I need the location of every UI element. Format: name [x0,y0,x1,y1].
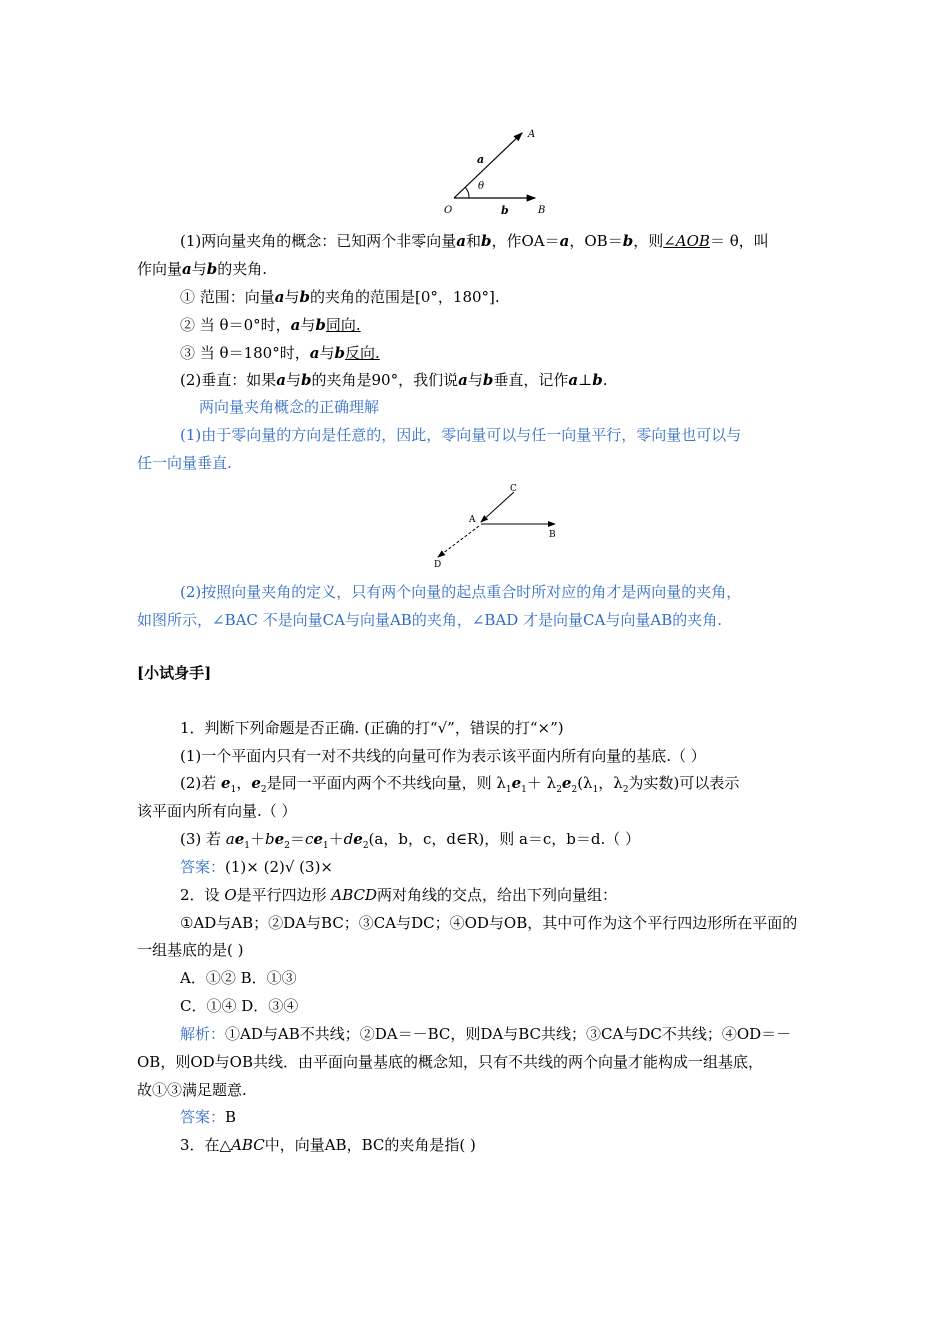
angle-arc [465,187,469,198]
q1-stem: 1．判断下列命题是否正确. (正确的打“√”，错误的打“×”) [180,719,564,737]
q3-stem [180,1135,476,1155]
sub: 1 [244,841,251,851]
sub: 2 [362,841,369,851]
text: 与 [285,371,301,389]
text: 的夹角是90°，我们说 [311,371,459,389]
sub: 2 [571,785,578,795]
text: 3．在△ [180,1136,232,1154]
vec-a: a [182,260,192,278]
label-D: D [434,560,442,570]
scalar: c [304,830,314,848]
perp-symbol: ⊥ [578,371,593,389]
answer-label: 答案： [180,1108,226,1126]
text: 作向量 [137,260,183,278]
vec-b: b [301,371,312,389]
text: 与 [467,371,483,389]
text: 垂直，记作 [493,371,569,389]
vec-e: e [221,774,231,792]
vec-b: b [206,260,218,278]
vec-a: a [309,344,320,362]
angle-aob: ∠AOB [663,232,710,250]
q1-answer [180,857,333,877]
vec-a: a [559,232,570,250]
text: (1)两向量夹角的概念：已知两个非零向量 [180,232,457,250]
text: (a，b，c，d∈R)，则 a＝c，b＝d.（ ） [368,830,641,848]
label-B: B [549,530,556,540]
answer-label: 答案： [180,858,226,876]
section-title: [小试身手] [137,664,212,682]
label-A: A [469,515,476,525]
text: 的夹角. [217,260,268,278]
text: 中，向量AB，BC的夹角是指( ) [264,1136,476,1154]
parallelogram-name: ABCD [331,886,378,904]
text: 2．设 [180,886,225,904]
text: ，OB＝ [569,232,623,250]
text: 与 [319,344,335,362]
text: 与 [300,316,316,334]
vec-a: a [276,371,286,389]
q2-answer [180,1107,236,1127]
concept-line-2 [137,259,267,279]
vec-e: e [353,830,363,848]
q2-analysis-line1 [180,1024,791,1044]
sub: 1 [230,785,237,795]
perpendicular-line [180,370,607,390]
vec-b: b [299,288,311,306]
vec-e: e [313,830,323,848]
vec-a: a [456,232,466,250]
q1-item3 [180,829,640,856]
scalar: a [225,830,235,848]
vec-a: a [290,316,301,334]
sub: 2 [260,785,267,795]
analysis-label: 解析： [180,1025,226,1043]
q1-item2-line1 [180,773,739,800]
vec-b: b [622,232,634,250]
q1-item2-line2: 该平面内所有向量.（ ） [137,802,297,820]
scalar: d [343,830,354,848]
answer-opposite: 反向. [344,344,380,362]
text: ＋ [328,830,344,848]
vec-e: e [561,774,572,792]
range-line [180,287,500,307]
note-p2-line1: (2)按照向量夹角的定义，只有两个向量的起点重合时所对应的角才是两向量的夹角， [180,583,742,601]
text: ， [236,774,252,792]
label-A: A [528,129,536,140]
label-b: b [501,204,509,217]
text: ＋ [250,830,266,848]
sub: 1 [322,841,329,851]
sub: 1 [505,785,512,795]
vec-a: a [458,371,468,389]
label-a: a [477,153,485,166]
text: ①AD与AB不共线；②DA＝－BC，则DA与BC共线；③CA与DC不共线；④OD＝－ [225,1025,792,1043]
opposite-direction-line [180,343,380,363]
q2-stem [180,885,617,905]
sub: 2 [556,785,562,795]
text: 是平行四边形 [236,886,332,904]
text: ＝ [289,830,305,848]
text: ，λ [598,774,623,792]
vec-a: a [568,371,579,389]
label-O: O [444,205,453,216]
note-title: 两向量夹角概念的正确理解 [199,398,380,416]
q2-analysis-line3: 故①③满足题意. [137,1081,247,1099]
text: . [602,371,608,389]
text: (2)垂直：如果 [180,371,277,389]
answer-text: B [225,1108,237,1126]
text: 的夹角的范围是[0°，180°]. [310,288,500,306]
vec-e: e [251,774,261,792]
text: 与 [191,260,207,278]
vec-e: e [511,774,522,792]
answer-same: 同向. [325,316,361,334]
vector-angle-figure [432,125,567,220]
vec-b: b [482,371,494,389]
text: 和 [465,232,481,250]
note-p1-line1: (1)由于零向量的方向是任意的，因此，零向量可以与任一向量平行，零向量也可以与 [180,426,742,444]
text: 两对角线的交点，给出下列向量组： [377,886,618,904]
text: ＋ λ [526,774,557,792]
vector-ad-arrow [438,526,479,557]
text: ③ 当 θ＝180°时， [180,344,310,362]
text: ＝ θ，叫 [709,232,769,250]
angle-bac-figure [425,478,565,570]
vec-b: b [334,344,345,362]
text: ，则 [633,232,664,250]
vector-a-arrow [454,133,522,198]
same-direction-line [180,315,361,335]
q2-line2: ①AD与AB；②DA与BC；③CA与DC；④OD与OB，其中可作为这个平行四边形所在平面的 [180,914,798,932]
text: (2)若 [180,774,222,792]
vec-b: b [315,316,326,334]
vec-a: a [274,288,285,306]
vec-b: b [481,232,492,250]
text: 是同一平面内两个不共线向量，则 λ [266,774,506,792]
q1-item1: (1)一个平面内只有一对不共线的向量可作为表示该平面内所有向量的基底.（ ） [180,747,706,765]
note-p2-line2: 如图所示，∠BAC 不是向量CA与向量AB的夹角，∠BAD 才是向量CA与向量AB的夹角. [137,611,722,629]
text: (λ [577,774,593,792]
text: ① 范围：向量 [180,288,275,306]
vec-e: e [234,830,245,848]
text: 为实数)可以表示 [628,774,740,792]
point-o: O [224,886,237,904]
q2-line3: 一组基底的是( ) [137,941,244,959]
answer-text: (1)× (2)√ (3)× [225,858,333,876]
sub: 1 [592,785,599,795]
q2-analysis-line2: OB，则OD与OB共线．由平面向量基底的概念知，只有不共线的两个向量才能构成一组基底， [137,1053,763,1071]
concept-line-1 [180,231,769,251]
vec-b: b [592,371,603,389]
sub: 1 [521,785,527,795]
label-theta: θ [478,181,485,192]
vector-ca-arrow [481,492,514,522]
text: (3) 若 [180,830,226,848]
label-C: C [510,484,517,494]
sub: 2 [622,785,629,795]
label-B: B [538,205,546,216]
triangle-name: ABC [231,1136,265,1154]
q2-options-cd: C．①④ D．③④ [180,997,299,1015]
q2-options-ab: A．①② B．①③ [180,969,297,987]
note-p1-line2: 任一向量垂直. [137,454,232,472]
text: ，作OA＝ [491,232,560,250]
text: 与 [284,288,300,306]
vec-e: e [274,830,285,848]
text: ② 当 θ＝0°时， [180,316,291,334]
scalar: b [265,830,275,848]
sub: 2 [284,841,290,851]
